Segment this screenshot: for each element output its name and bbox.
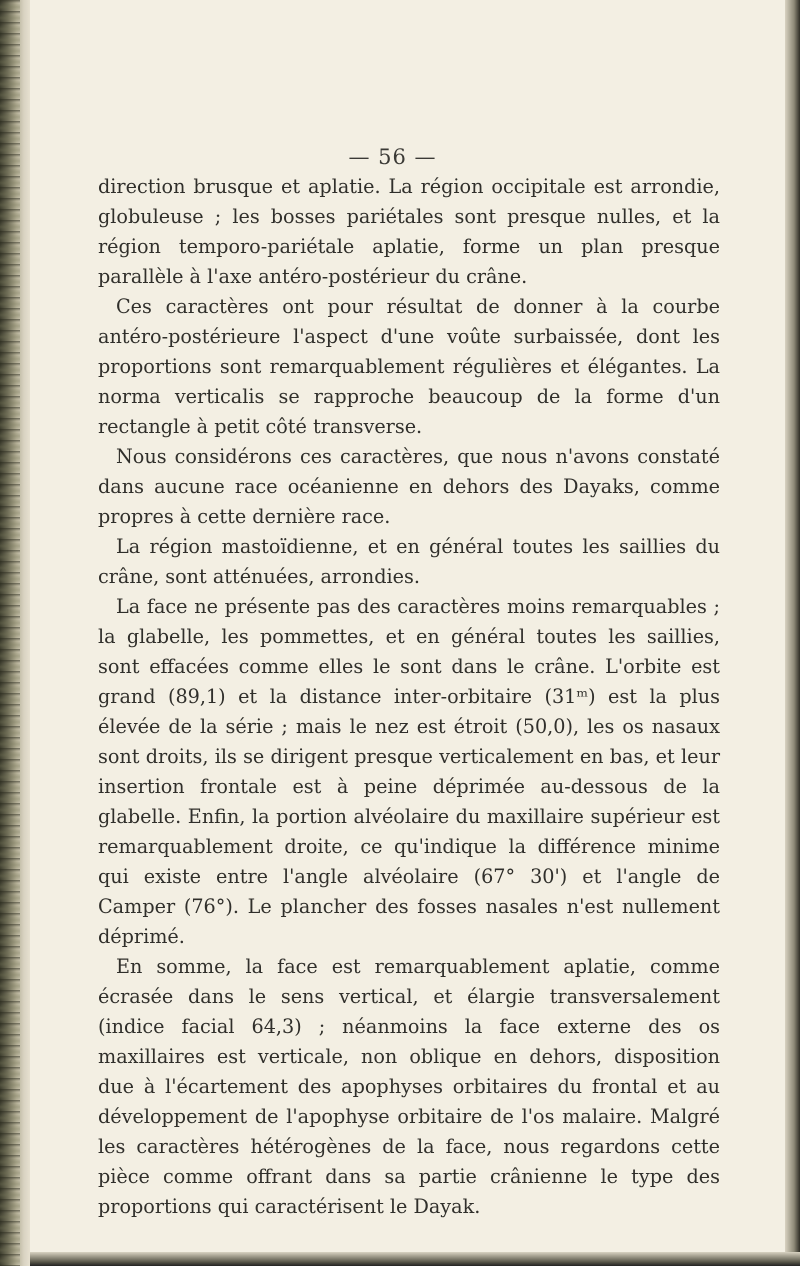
paragraph: direction brusque et aplatie. La région occipitale est arrondie, globuleuse ; les bosses pariétales sont presque nulles, et la région temporo-pariétale aplatie, forme un plan presque parallèle à l'axe antéro-postérieur du crâne. [98, 175, 720, 288]
paragraph: Nous considérons ces caractères, que nous n'avons constaté dans aucune race océanienne en dehors des Dayaks, comme propres à cette dernière race. [98, 445, 720, 528]
paragraph: En somme, la face est remarquablement aplatie, comme écrasée dans le sens vertical, et élargie transversalement (indice facial 64,3) ; néanmoins la face externe des os maxillaires est verticale, non oblique en dehors, disposition due à l'écartement des apophyses orbitaires du frontal et au développement de l'apophyse orbitaire de l'os malaire. Malgré les caractères hétérogènes de la face, nous regardons cette pièce comme offrant dans sa partie crânienne le type des proportions qui caractérisent le Dayak. [98, 955, 720, 1218]
paragraph: Ces caractères ont pour résultat de donner à la courbe antéro-postérieure l'aspect d'une voûte surbaissée, dont les proportions sont remarquablement régulières et élégantes. La norma verticalis se rapproche beaucoup de la forme d'un rectangle à petit côté transverse. [98, 295, 720, 438]
paragraph: La région mastoïdienne, et en général toutes les saillies du crâne, sont atténuées, arrondies. [98, 535, 720, 588]
paragraph: La face ne présente pas des caractères moins remarquables ; la glabelle, les pommettes, et en général toutes les saillies, sont effacées comme elles le sont dans le crâne. L'orbite est grand (89,1) et la distance inter-orbitaire (31ᵐ) est la plus élevée de la série ; mais le nez est étroit (50,0), les os nasaux sont droits, ils se dirigent presque verticalement en bas, et leur insertion frontale est à peine déprimée au-dessous de la glabelle. Enfin, la portion alvéolaire du maxillaire supérieur est remarquablement droite, ce qu'indique la différence minime qui existe entre l'angle alvéolaire (67° 30') et l'angle de Camper (76°). Le plancher des fosses nasales n'est nullement déprimé. [98, 595, 720, 948]
page-right-edge [785, 0, 800, 1266]
body-text [98, 172, 720, 1222]
page-number: — 56 — [348, 145, 437, 169]
page-bottom-edge [30, 1252, 800, 1266]
binding-texture [0, 0, 20, 1266]
